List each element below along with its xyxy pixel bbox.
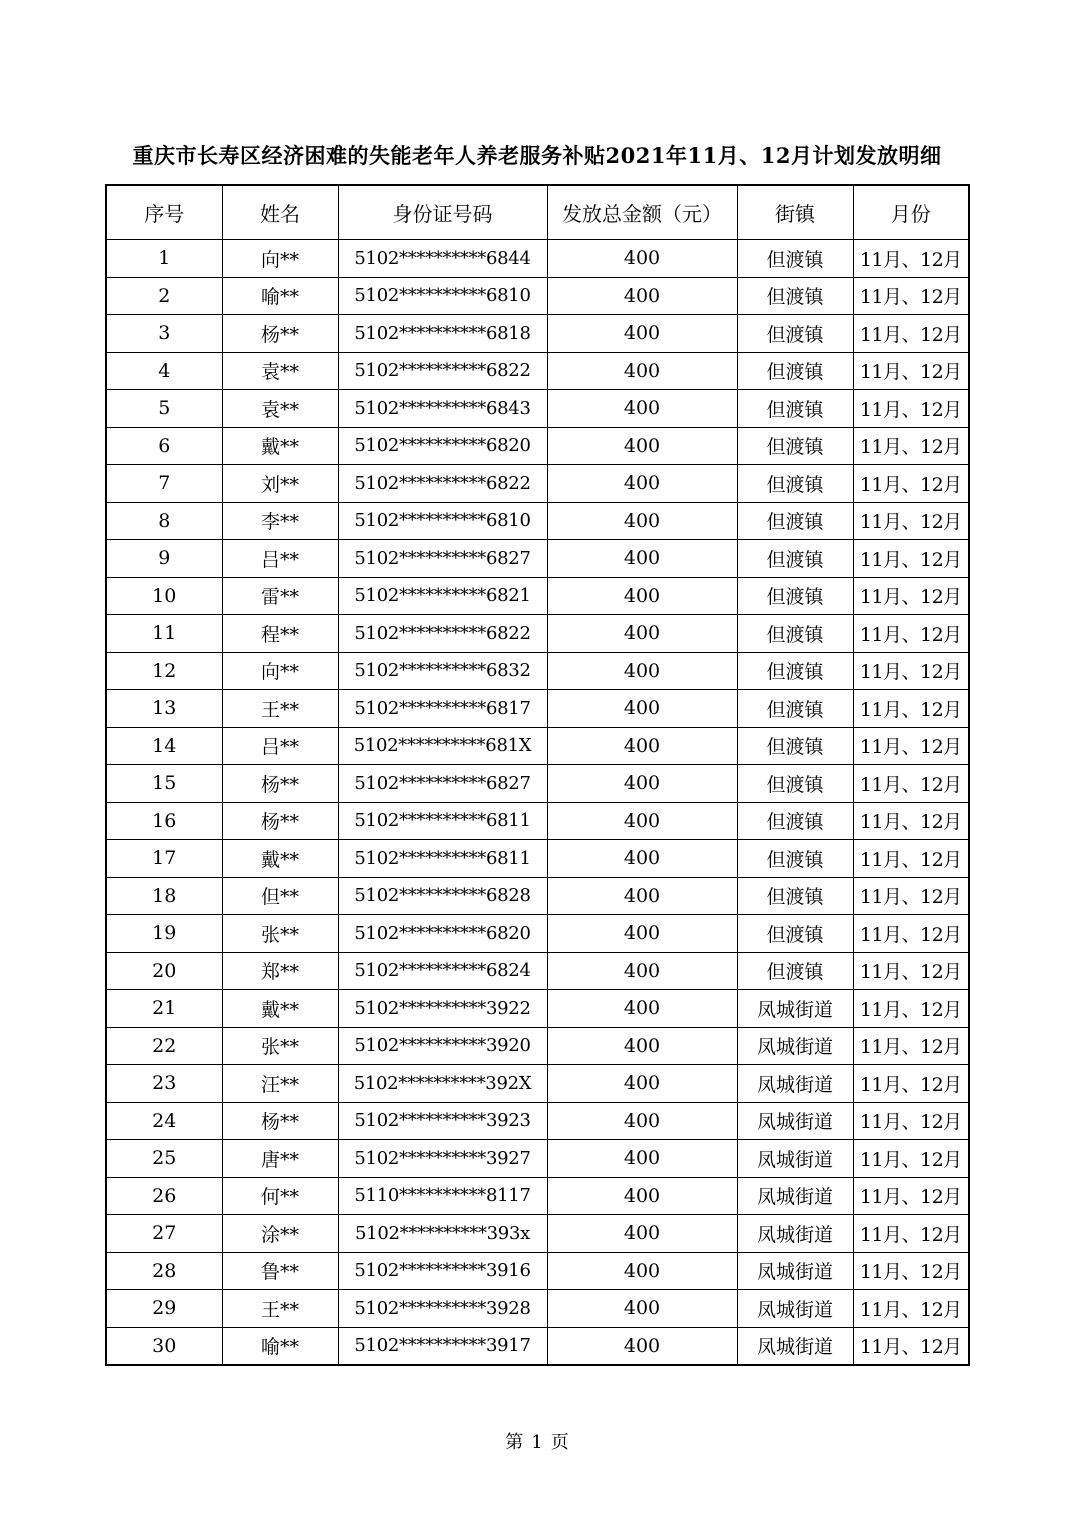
cell-id-number: 5102**********6832 [338, 652, 547, 690]
cell-id-number: 5102**********6822 [338, 615, 547, 653]
cell-name: 杨** [222, 802, 338, 840]
table-row [106, 502, 969, 540]
cell-town: 凤城街道 [737, 1065, 853, 1103]
cell-name: 戴** [222, 840, 338, 878]
cell-town: 但渡镇 [737, 802, 853, 840]
cell-amount: 400 [547, 1327, 737, 1365]
table-row [106, 952, 969, 990]
table-row [106, 615, 969, 653]
cell-town: 但渡镇 [737, 615, 853, 653]
cell-town: 凤城街道 [737, 1140, 853, 1178]
table-row [106, 277, 969, 315]
cell-id-number: 5102**********6818 [338, 315, 547, 353]
cell-id-number: 5102**********6810 [338, 277, 547, 315]
cell-town: 凤城街道 [737, 1252, 853, 1290]
cell-id-number: 5102**********6820 [338, 427, 547, 465]
table-row [106, 727, 969, 765]
cell-index: 1 [106, 240, 222, 278]
cell-index: 17 [106, 840, 222, 878]
cell-id-number: 5102**********6822 [338, 465, 547, 503]
cell-amount: 400 [547, 615, 737, 653]
cell-amount: 400 [547, 1140, 737, 1178]
cell-index: 9 [106, 540, 222, 578]
table-row [106, 1327, 969, 1365]
cell-town: 但渡镇 [737, 840, 853, 878]
cell-month: 11月、12月 [853, 577, 969, 615]
document-title: 重庆市长寿区经济困难的失能老年人养老服务补贴2021年11月、12月计划发放明细 [132, 143, 942, 168]
cell-index: 19 [106, 915, 222, 953]
cell-town: 凤城街道 [737, 990, 853, 1028]
cell-amount: 400 [547, 952, 737, 990]
cell-month: 11月、12月 [853, 615, 969, 653]
cell-amount: 400 [547, 652, 737, 690]
cell-index: 14 [106, 727, 222, 765]
cell-amount: 400 [547, 802, 737, 840]
cell-town: 但渡镇 [737, 502, 853, 540]
footer-prefix: 第 [505, 1432, 524, 1453]
cell-name: 袁** [222, 352, 338, 390]
cell-town: 但渡镇 [737, 277, 853, 315]
cell-month: 11月、12月 [853, 277, 969, 315]
cell-id-number: 5102**********681X [338, 727, 547, 765]
cell-month: 11月、12月 [853, 465, 969, 503]
cell-amount: 400 [547, 1252, 737, 1290]
cell-month: 11月、12月 [853, 915, 969, 953]
cell-name: 吕** [222, 727, 338, 765]
cell-name: 吕** [222, 540, 338, 578]
cell-name: 杨** [222, 1102, 338, 1140]
cell-month: 11月、12月 [853, 952, 969, 990]
cell-town: 但渡镇 [737, 577, 853, 615]
cell-index: 18 [106, 877, 222, 915]
cell-id-number: 5102**********6821 [338, 577, 547, 615]
table-row [106, 352, 969, 390]
cell-index: 23 [106, 1065, 222, 1103]
cell-town: 但渡镇 [737, 352, 853, 390]
cell-amount: 400 [547, 465, 737, 503]
header-id-number: 身份证号码 [338, 185, 547, 240]
table-row [106, 877, 969, 915]
cell-month: 11月、12月 [853, 1140, 969, 1178]
table-row [106, 1290, 969, 1328]
page-number: 1 [531, 1432, 543, 1453]
cell-id-number: 5102**********6811 [338, 802, 547, 840]
cell-town: 凤城街道 [737, 1215, 853, 1253]
cell-amount: 400 [547, 390, 737, 428]
table-row [106, 240, 969, 278]
cell-month: 11月、12月 [853, 315, 969, 353]
cell-index: 22 [106, 1027, 222, 1065]
cell-id-number: 5110**********8117 [338, 1177, 547, 1215]
cell-name: 王** [222, 1290, 338, 1328]
cell-name: 汪** [222, 1065, 338, 1103]
cell-amount: 400 [547, 840, 737, 878]
table-row [106, 1215, 969, 1253]
cell-month: 11月、12月 [853, 877, 969, 915]
table-row [106, 540, 969, 578]
cell-id-number: 5102**********6824 [338, 952, 547, 990]
cell-town: 但渡镇 [737, 952, 853, 990]
footer-suffix: 页 [550, 1432, 569, 1453]
cell-name: 王** [222, 690, 338, 728]
cell-index: 6 [106, 427, 222, 465]
cell-amount: 400 [547, 990, 737, 1028]
cell-id-number: 5102**********6817 [338, 690, 547, 728]
cell-town: 凤城街道 [737, 1327, 853, 1365]
cell-town: 凤城街道 [737, 1027, 853, 1065]
cell-index: 5 [106, 390, 222, 428]
cell-index: 13 [106, 690, 222, 728]
cell-amount: 400 [547, 727, 737, 765]
cell-id-number: 5102**********3920 [338, 1027, 547, 1065]
cell-town: 但渡镇 [737, 727, 853, 765]
cell-name: 何** [222, 1177, 338, 1215]
cell-index: 10 [106, 577, 222, 615]
cell-town: 但渡镇 [737, 315, 853, 353]
cell-index: 30 [106, 1327, 222, 1365]
table-row [106, 990, 969, 1028]
table-row [106, 1177, 969, 1215]
cell-town: 但渡镇 [737, 877, 853, 915]
cell-month: 11月、12月 [853, 690, 969, 728]
cell-name: 向** [222, 240, 338, 278]
cell-amount: 400 [547, 277, 737, 315]
cell-amount: 400 [547, 1027, 737, 1065]
cell-name: 喻** [222, 277, 338, 315]
cell-month: 11月、12月 [853, 990, 969, 1028]
cell-name: 向** [222, 652, 338, 690]
table-row [106, 1027, 969, 1065]
cell-town: 但渡镇 [737, 652, 853, 690]
cell-name: 李** [222, 502, 338, 540]
cell-id-number: 5102**********6827 [338, 765, 547, 803]
table-row [106, 1140, 969, 1178]
cell-name: 鲁** [222, 1252, 338, 1290]
cell-town: 但渡镇 [737, 390, 853, 428]
header-name: 姓名 [222, 185, 338, 240]
cell-name: 杨** [222, 315, 338, 353]
cell-index: 26 [106, 1177, 222, 1215]
cell-amount: 400 [547, 1215, 737, 1253]
cell-amount: 400 [547, 1102, 737, 1140]
cell-index: 21 [106, 990, 222, 1028]
table-header-row [106, 185, 969, 240]
cell-month: 11月、12月 [853, 540, 969, 578]
table-row [106, 427, 969, 465]
cell-town: 但渡镇 [737, 690, 853, 728]
cell-name: 唐** [222, 1140, 338, 1178]
cell-month: 11月、12月 [853, 1065, 969, 1103]
cell-index: 27 [106, 1215, 222, 1253]
cell-index: 15 [106, 765, 222, 803]
cell-month: 11月、12月 [853, 802, 969, 840]
cell-index: 4 [106, 352, 222, 390]
cell-month: 11月、12月 [853, 1027, 969, 1065]
cell-town: 但渡镇 [737, 765, 853, 803]
cell-month: 11月、12月 [853, 502, 969, 540]
header-month: 月份 [853, 185, 969, 240]
cell-amount: 400 [547, 240, 737, 278]
cell-amount: 400 [547, 1290, 737, 1328]
cell-amount: 400 [547, 427, 737, 465]
cell-index: 2 [106, 277, 222, 315]
table-row [106, 802, 969, 840]
table-row [106, 915, 969, 953]
cell-amount: 400 [547, 502, 737, 540]
cell-name: 郑** [222, 952, 338, 990]
cell-name: 雷** [222, 577, 338, 615]
cell-name: 袁** [222, 390, 338, 428]
cell-name: 涂** [222, 1215, 338, 1253]
cell-town: 凤城街道 [737, 1290, 853, 1328]
table-row [106, 390, 969, 428]
cell-town: 但渡镇 [737, 540, 853, 578]
table-row [106, 577, 969, 615]
cell-index: 16 [106, 802, 222, 840]
cell-index: 3 [106, 315, 222, 353]
cell-id-number: 5102**********393x [338, 1215, 547, 1253]
cell-name: 但** [222, 877, 338, 915]
cell-index: 7 [106, 465, 222, 503]
cell-month: 11月、12月 [853, 240, 969, 278]
cell-amount: 400 [547, 690, 737, 728]
cell-town: 凤城街道 [737, 1177, 853, 1215]
cell-index: 20 [106, 952, 222, 990]
cell-amount: 400 [547, 540, 737, 578]
cell-name: 杨** [222, 765, 338, 803]
subsidy-table [105, 184, 970, 1366]
cell-name: 戴** [222, 990, 338, 1028]
cell-month: 11月、12月 [853, 652, 969, 690]
cell-amount: 400 [547, 577, 737, 615]
cell-month: 11月、12月 [853, 1215, 969, 1253]
cell-id-number: 5102**********6843 [338, 390, 547, 428]
cell-id-number: 5102**********6844 [338, 240, 547, 278]
header-index: 序号 [106, 185, 222, 240]
cell-index: 24 [106, 1102, 222, 1140]
cell-town: 但渡镇 [737, 240, 853, 278]
cell-town: 但渡镇 [737, 427, 853, 465]
table-row [106, 465, 969, 503]
cell-index: 8 [106, 502, 222, 540]
table-row [106, 690, 969, 728]
cell-name: 喻** [222, 1327, 338, 1365]
cell-town: 凤城街道 [737, 1102, 853, 1140]
cell-index: 25 [106, 1140, 222, 1178]
cell-id-number: 5102**********6820 [338, 915, 547, 953]
cell-id-number: 5102**********3928 [338, 1290, 547, 1328]
cell-id-number: 5102**********6810 [338, 502, 547, 540]
cell-month: 11月、12月 [853, 352, 969, 390]
table-row [106, 315, 969, 353]
cell-index: 11 [106, 615, 222, 653]
cell-amount: 400 [547, 877, 737, 915]
cell-amount: 400 [547, 1065, 737, 1103]
cell-name: 张** [222, 915, 338, 953]
cell-name: 程** [222, 615, 338, 653]
cell-id-number: 5102**********6822 [338, 352, 547, 390]
cell-town: 但渡镇 [737, 915, 853, 953]
table-row [106, 1065, 969, 1103]
cell-month: 11月、12月 [853, 427, 969, 465]
cell-id-number: 5102**********3922 [338, 990, 547, 1028]
cell-name: 戴** [222, 427, 338, 465]
cell-index: 12 [106, 652, 222, 690]
cell-amount: 400 [547, 352, 737, 390]
cell-id-number: 5102**********6828 [338, 877, 547, 915]
cell-month: 11月、12月 [853, 765, 969, 803]
cell-amount: 400 [547, 1177, 737, 1215]
cell-id-number: 5102**********3916 [338, 1252, 547, 1290]
cell-month: 11月、12月 [853, 1327, 969, 1365]
cell-town: 但渡镇 [737, 465, 853, 503]
cell-name: 刘** [222, 465, 338, 503]
cell-amount: 400 [547, 915, 737, 953]
cell-month: 11月、12月 [853, 1252, 969, 1290]
table-row [106, 765, 969, 803]
cell-id-number: 5102**********3917 [338, 1327, 547, 1365]
table-row [106, 652, 969, 690]
cell-index: 28 [106, 1252, 222, 1290]
cell-id-number: 5102**********392X [338, 1065, 547, 1103]
cell-month: 11月、12月 [853, 1102, 969, 1140]
table-row [106, 1252, 969, 1290]
cell-id-number: 5102**********3927 [338, 1140, 547, 1178]
cell-id-number: 5102**********3923 [338, 1102, 547, 1140]
table-row [106, 840, 969, 878]
page-footer [0, 1430, 1074, 1456]
cell-amount: 400 [547, 315, 737, 353]
table-body [106, 240, 969, 1366]
cell-month: 11月、12月 [853, 840, 969, 878]
table-row [106, 1102, 969, 1140]
cell-month: 11月、12月 [853, 390, 969, 428]
cell-amount: 400 [547, 765, 737, 803]
cell-index: 29 [106, 1290, 222, 1328]
cell-month: 11月、12月 [853, 1290, 969, 1328]
cell-month: 11月、12月 [853, 727, 969, 765]
cell-id-number: 5102**********6811 [338, 840, 547, 878]
cell-month: 11月、12月 [853, 1177, 969, 1215]
cell-id-number: 5102**********6827 [338, 540, 547, 578]
header-town: 街镇 [737, 185, 853, 240]
header-amount: 发放总金额（元） [547, 185, 737, 240]
cell-name: 张** [222, 1027, 338, 1065]
